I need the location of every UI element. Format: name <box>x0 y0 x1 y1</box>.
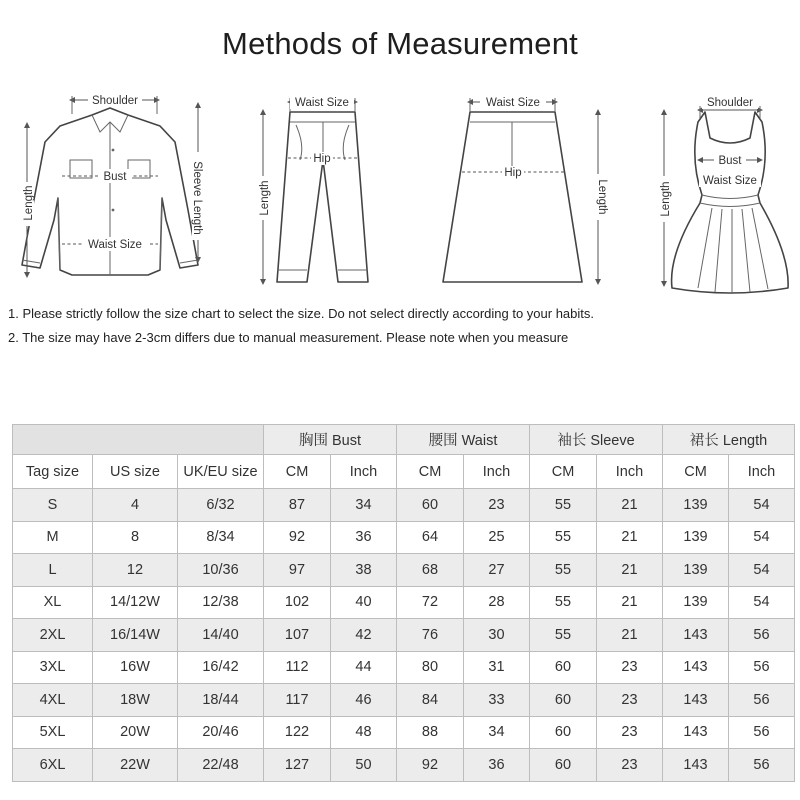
table-cell: 44 <box>331 651 397 684</box>
table-cell: 46 <box>331 684 397 717</box>
table-cell: 76 <box>397 619 464 652</box>
table-cell: 27 <box>464 554 530 587</box>
table-cell: 139 <box>663 489 729 522</box>
table-cell: 97 <box>264 554 331 587</box>
dress-outline <box>672 112 789 293</box>
table-cell: 6/32 <box>178 489 264 522</box>
table-row <box>13 684 795 717</box>
table-cell: 55 <box>530 554 597 587</box>
group-header-sleeve: 袖长 Sleeve <box>530 425 663 455</box>
measurement-figures <box>0 70 800 300</box>
table-cell: 143 <box>663 684 729 717</box>
column-header: US size <box>93 455 178 489</box>
table-cell: 23 <box>597 651 663 684</box>
table-cell: 12 <box>93 554 178 587</box>
table-cell: 56 <box>729 619 795 652</box>
table-row <box>13 749 795 782</box>
table-cell: 16/14W <box>93 619 178 652</box>
table-row <box>13 651 795 684</box>
table-cell: 28 <box>464 586 530 619</box>
table-cell: 40 <box>331 586 397 619</box>
table-cell: 48 <box>331 716 397 749</box>
table-cell: 139 <box>663 521 729 554</box>
dress-length-label: Length <box>660 181 672 217</box>
table-cell: 84 <box>397 684 464 717</box>
table-row <box>13 521 795 554</box>
table-cell: 60 <box>530 684 597 717</box>
table-cell: 80 <box>397 651 464 684</box>
skirt-figure <box>443 95 608 282</box>
table-cell: 56 <box>729 749 795 782</box>
table-cell: 54 <box>729 521 795 554</box>
table-cell: 54 <box>729 489 795 522</box>
table-cell: 56 <box>729 684 795 717</box>
table-cell: 102 <box>264 586 331 619</box>
table-cell: 143 <box>663 716 729 749</box>
table-cell: 55 <box>530 619 597 652</box>
table-cell: 143 <box>663 651 729 684</box>
dress-waist-label: Waist Size <box>703 175 757 187</box>
note-measurement-tolerance: 2. The size may have 2-3cm differs due to manual measurement. Please note when you measure <box>8 330 569 345</box>
table-cell: S <box>13 489 93 522</box>
group-header-row <box>13 425 795 455</box>
column-header: CM <box>663 455 729 489</box>
column-header: Inch <box>729 455 795 489</box>
shirt-figure <box>21 93 205 275</box>
column-header: CM <box>530 455 597 489</box>
table-cell: 22W <box>93 749 178 782</box>
column-header: Tag size <box>13 455 93 489</box>
pants-hip-label: Hip <box>313 153 331 165</box>
table-cell: L <box>13 554 93 587</box>
table-cell: 22/48 <box>178 749 264 782</box>
skirt-waist-label: Waist Size <box>486 97 540 109</box>
column-header: Inch <box>597 455 663 489</box>
pants-figure <box>257 95 368 282</box>
table-cell: 14/12W <box>93 586 178 619</box>
table-cell: 143 <box>663 619 729 652</box>
table-cell: XL <box>13 586 93 619</box>
table-cell: 33 <box>464 684 530 717</box>
table-cell: 117 <box>264 684 331 717</box>
table-cell: 30 <box>464 619 530 652</box>
shirt-waist-label: Waist Size <box>88 239 142 251</box>
skirt-hip-label: Hip <box>504 167 522 179</box>
shirt-sleeve-label: Sleeve Length <box>191 161 203 235</box>
table-cell: 72 <box>397 586 464 619</box>
page-title: Methods of Measurement <box>222 26 578 61</box>
table-cell: 14/40 <box>178 619 264 652</box>
table-cell: 8/34 <box>178 521 264 554</box>
table-cell: 127 <box>264 749 331 782</box>
column-header: CM <box>397 455 464 489</box>
table-cell: 56 <box>729 716 795 749</box>
table-cell: 31 <box>464 651 530 684</box>
table-cell: 56 <box>729 651 795 684</box>
table-cell: 5XL <box>13 716 93 749</box>
pants-length-label: Length <box>259 180 271 216</box>
table-cell: 60 <box>397 489 464 522</box>
table-cell: 42 <box>331 619 397 652</box>
table-cell: 92 <box>397 749 464 782</box>
table-cell: 12/38 <box>178 586 264 619</box>
table-cell: 60 <box>530 749 597 782</box>
shirt-bust-label: Bust <box>103 171 127 183</box>
table-cell: 23 <box>464 489 530 522</box>
table-row <box>13 554 795 587</box>
dress-shoulder-label: Shoulder <box>706 97 754 109</box>
table-cell: 50 <box>331 749 397 782</box>
table-cell: 4 <box>93 489 178 522</box>
size-chart-table <box>12 424 795 782</box>
table-row <box>13 586 795 619</box>
column-header-row <box>13 455 795 489</box>
table-cell: 54 <box>729 554 795 587</box>
table-cell: 23 <box>597 716 663 749</box>
table-cell: 107 <box>264 619 331 652</box>
table-cell: 139 <box>663 586 729 619</box>
table-row <box>13 716 795 749</box>
table-cell: 55 <box>530 521 597 554</box>
table-cell: 122 <box>264 716 331 749</box>
table-cell: 88 <box>397 716 464 749</box>
shirt-length-label: Length <box>23 185 35 221</box>
shirt-shoulder-label: Shoulder <box>91 95 139 107</box>
table-cell: M <box>13 521 93 554</box>
column-header: UK/EU size <box>178 455 264 489</box>
table-cell: 3XL <box>13 651 93 684</box>
table-cell: 112 <box>264 651 331 684</box>
table-cell: 36 <box>331 521 397 554</box>
blank-header-cell <box>13 425 264 455</box>
table-cell: 92 <box>264 521 331 554</box>
table-cell: 10/36 <box>178 554 264 587</box>
table-cell: 20W <box>93 716 178 749</box>
dress-bust-label: Bust <box>718 155 742 167</box>
pants-waist-label: Waist Size <box>295 97 349 109</box>
table-cell: 139 <box>663 554 729 587</box>
column-header: Inch <box>331 455 397 489</box>
table-cell: 25 <box>464 521 530 554</box>
table-row <box>13 489 795 522</box>
table-cell: 21 <box>597 619 663 652</box>
table-cell: 18/44 <box>178 684 264 717</box>
dress-figure <box>658 95 788 294</box>
table-cell: 34 <box>464 716 530 749</box>
table-cell: 55 <box>530 586 597 619</box>
table-cell: 21 <box>597 554 663 587</box>
table-cell: 64 <box>397 521 464 554</box>
table-cell: 16W <box>93 651 178 684</box>
table-cell: 36 <box>464 749 530 782</box>
table-cell: 6XL <box>13 749 93 782</box>
table-cell: 38 <box>331 554 397 587</box>
group-header-bust: 胸围 Bust <box>264 425 397 455</box>
table-cell: 21 <box>597 521 663 554</box>
group-header-length: 裙长 Length <box>663 425 795 455</box>
skirt-length-label: Length <box>596 179 608 215</box>
table-cell: 16/42 <box>178 651 264 684</box>
table-cell: 60 <box>530 716 597 749</box>
table-cell: 23 <box>597 684 663 717</box>
note-size-chart: 1. Please strictly follow the size chart to select the size. Do not select directly according to your habits. <box>8 306 594 321</box>
table-cell: 87 <box>264 489 331 522</box>
column-header: Inch <box>464 455 530 489</box>
column-header: CM <box>264 455 331 489</box>
table-cell: 55 <box>530 489 597 522</box>
table-cell: 143 <box>663 749 729 782</box>
table-cell: 34 <box>331 489 397 522</box>
table-cell: 23 <box>597 749 663 782</box>
group-header-waist: 腰围 Waist <box>397 425 530 455</box>
table-cell: 68 <box>397 554 464 587</box>
table-cell: 21 <box>597 586 663 619</box>
table-cell: 2XL <box>13 619 93 652</box>
table-cell: 8 <box>93 521 178 554</box>
table-cell: 54 <box>729 586 795 619</box>
table-cell: 18W <box>93 684 178 717</box>
table-cell: 21 <box>597 489 663 522</box>
table-cell: 20/46 <box>178 716 264 749</box>
table-cell: 4XL <box>13 684 93 717</box>
table-row <box>13 619 795 652</box>
table-cell: 60 <box>530 651 597 684</box>
